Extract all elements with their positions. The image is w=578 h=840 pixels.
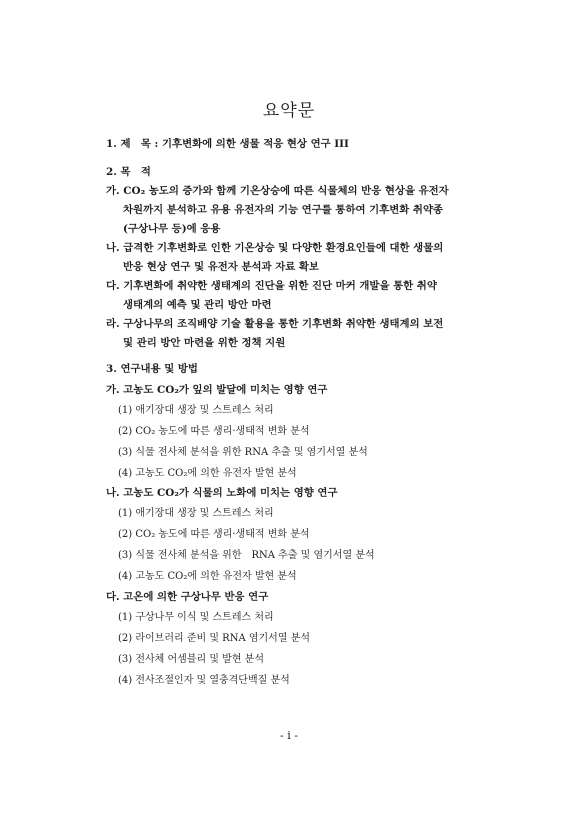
method-ga-item-1: (1) 애기장대 생장 및 스트레스 처리: [118, 405, 274, 416]
purpose-ra-line-1: 라. 구상나무의 조직배양 기술 활용을 통한 기후변화 취약한 생태계의 보전: [106, 318, 444, 330]
purpose-ga-line-1: 가. CO₂ 농도의 증가와 함께 기온상승에 따른 식물체의 반응 현상을 유전자: [106, 185, 449, 197]
method-ga-heading: 가. 고농도 CO₂가 잎의 발달에 미치는 영향 연구: [106, 384, 328, 396]
purpose-na-line-2: 반응 현상 연구 및 유전자 분석과 자료 확보: [123, 261, 319, 273]
purpose-ga-line-2: 차원까지 분석하고 유용 유전자의 기능 연구를 통하여 기후변화 취약종: [123, 204, 444, 216]
method-ga-item-4: (4) 고농도 CO₂에 의한 유전자 발현 분석: [118, 468, 297, 479]
section-2-heading: 2. 목 적: [106, 166, 151, 178]
method-ga-item-3: (3) 식물 전사체 분석을 위한 RNA 추출 및 염기서열 분석: [118, 447, 368, 458]
purpose-na-line-1: 나. 급격한 기후변화로 인한 기온상승 및 다양한 환경요인들에 대한 생물의: [106, 242, 444, 254]
method-ga-item-2: (2) CO₂ 농도에 따른 생리·생태적 변화 분석: [118, 426, 310, 437]
method-da-item-3: (3) 전사체 어셈블리 및 발현 분석: [118, 654, 264, 665]
purpose-da-line-2: 생태계의 예측 및 관리 방안 마련: [123, 299, 272, 311]
method-da-heading: 다. 고온에 의한 구상나무 반응 연구: [106, 591, 269, 603]
section-3-heading: 3. 연구내용 및 방법: [106, 363, 198, 375]
method-na-item-1: (1) 애기장대 생장 및 스트레스 처리: [118, 508, 274, 519]
method-na-item-3: (3) 식물 전사체 분석을 위한 RNA 추출 및 염기서열 분석: [118, 550, 375, 561]
method-na-heading: 나. 고농도 CO₂가 식물의 노화에 미치는 영향 연구: [106, 487, 338, 499]
method-da-item-1: (1) 구상나무 이식 및 스트레스 처리: [118, 612, 274, 623]
method-na-item-2: (2) CO₂ 농도에 따른 생리·생태적 변화 분석: [118, 529, 310, 540]
page-title: 요약문: [262, 101, 316, 121]
method-na-item-4: (4) 고농도 CO₂에 의한 유전자 발현 분석: [118, 571, 297, 582]
purpose-da-line-1: 다. 기후변화에 취약한 생태계의 진단을 위한 진단 마커 개발을 통한 취약: [106, 280, 437, 292]
purpose-ra-line-2: 및 관리 방안 마련을 위한 정책 지원: [123, 337, 286, 349]
page-number: - i -: [280, 729, 298, 742]
section-1-subject: 1. 제 목 : 기후변화에 의한 생물 적응 현상 연구 III: [106, 138, 349, 150]
method-da-item-2: (2) 라이브러리 준비 및 RNA 염기서열 분석: [118, 633, 310, 644]
method-da-item-4: (4) 전사조절인자 및 열충격단백질 분석: [118, 675, 290, 686]
purpose-ga-line-3: (구상나무 등)에 응용: [123, 223, 221, 235]
